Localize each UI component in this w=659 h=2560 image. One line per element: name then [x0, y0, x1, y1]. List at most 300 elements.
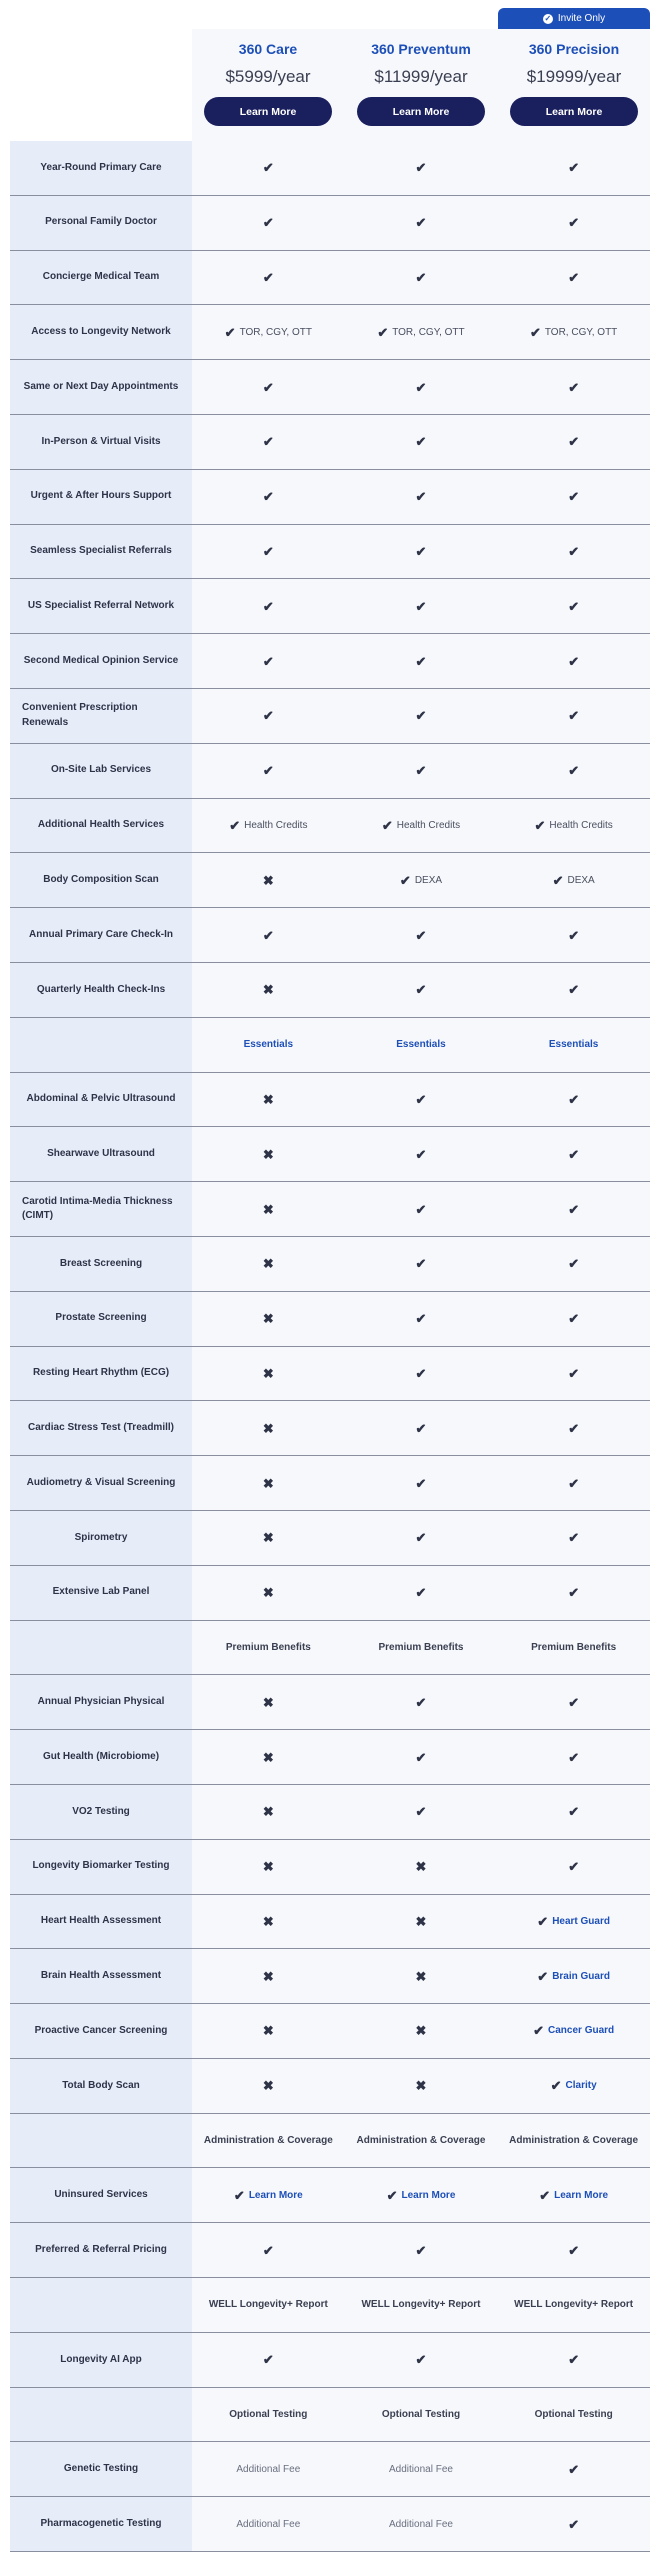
check-icon: ✔ [568, 379, 580, 395]
table-cell [345, 196, 498, 250]
table-cell [192, 1073, 345, 1127]
check-icon: ✔ [415, 598, 427, 614]
table-row [10, 415, 650, 470]
table-row [10, 963, 650, 1018]
table-cell [345, 1018, 498, 1072]
table-row [10, 1401, 650, 1456]
table-cell [345, 1401, 498, 1455]
table-cell [345, 689, 498, 743]
table-row [10, 141, 650, 196]
table-cell[interactable] [345, 2168, 498, 2222]
cross-icon: ✖ [415, 1968, 427, 1984]
table-cell [497, 305, 650, 359]
table-cell [345, 634, 498, 688]
row-cells [192, 853, 650, 907]
row-label: US Specialist Referral Network [10, 579, 192, 633]
table-row [10, 1840, 650, 1895]
table-row [10, 2223, 650, 2278]
cell-link[interactable]: Clarity [565, 2080, 597, 2092]
table-row [10, 1127, 650, 1182]
row-cells [192, 1675, 650, 1729]
table-cell [497, 853, 650, 907]
table-cell [497, 360, 650, 414]
table-cell [345, 1566, 498, 1620]
table-row [10, 744, 650, 799]
row-label: Preferred & Referral Pricing [10, 2223, 192, 2277]
check-icon: ✔ [568, 1256, 580, 1272]
check-icon: ✔ [568, 708, 580, 724]
plan-price: $19999/year [526, 67, 622, 86]
check-icon: ✔ [415, 1256, 427, 1272]
table-cell [497, 141, 650, 195]
row-label: Heart Health Assessment [10, 1895, 192, 1949]
cell-text: TOR, CGY, OTT [392, 326, 465, 338]
table-cell [345, 1456, 498, 1510]
row-label: Seamless Specialist Referrals [10, 525, 192, 579]
plan-price: $5999/year [225, 67, 311, 86]
table-cell [192, 1949, 345, 2003]
table-cell [345, 1621, 498, 1675]
row-cells [192, 963, 650, 1017]
cell-text: Essentials [548, 1039, 599, 1051]
table-row [10, 1785, 650, 1840]
check-icon: ✔ [415, 1694, 427, 1710]
check-icon: ✔ [262, 379, 274, 395]
row-cells [192, 2388, 650, 2442]
row-label: Urgent & After Hours Support [10, 470, 192, 524]
check-icon: ✔ [415, 1749, 427, 1765]
table-cell [192, 2442, 345, 2496]
row-cells [192, 196, 650, 250]
row-label: Year-Round Primary Care [10, 141, 192, 195]
check-icon: ✔ [568, 1420, 580, 1436]
table-cell[interactable] [497, 2168, 650, 2222]
invite-only-badge [498, 8, 650, 29]
check-icon: ✔ [229, 817, 241, 833]
table-cell [497, 1785, 650, 1839]
cross-icon: ✖ [262, 1201, 274, 1217]
table-cell [345, 2059, 498, 2113]
table-cell [497, 2333, 650, 2387]
check-icon: ✔ [415, 379, 427, 395]
cell-text: TOR, CGY, OTT [239, 326, 312, 338]
table-cell [192, 2278, 345, 2332]
check-icon: ✔ [568, 1146, 580, 1162]
row-label [10, 2278, 192, 2332]
table-cell [192, 1730, 345, 1784]
check-circle-icon: ✓ [544, 13, 552, 23]
table-cell [497, 1730, 650, 1784]
table-row [10, 1566, 650, 1621]
table-row [10, 1895, 650, 1950]
row-label [10, 1621, 192, 1675]
table-cell [192, 689, 345, 743]
table-row [10, 2333, 650, 2388]
table-cell [345, 1182, 498, 1236]
row-cells [192, 360, 650, 414]
table-cell [345, 470, 498, 524]
table-cell [345, 2388, 498, 2442]
row-cells [192, 1785, 650, 1839]
row-label: Longevity AI App [10, 2333, 192, 2387]
table-cell [192, 1292, 345, 1346]
table-cell [345, 2004, 498, 2058]
table-cell[interactable] [497, 2059, 650, 2113]
table-cell [192, 196, 345, 250]
plan-name: 360 Care [238, 41, 298, 57]
cross-icon: ✖ [262, 1859, 274, 1875]
plan-360-preventum [345, 29, 497, 141]
check-icon: ✔ [568, 2461, 580, 2477]
cross-icon: ✖ [262, 1256, 274, 1272]
table-row [10, 579, 650, 634]
table-cell [497, 2388, 650, 2442]
check-icon: ✔ [415, 160, 427, 176]
table-cell [192, 2059, 345, 2113]
check-icon: ✔ [262, 269, 274, 285]
table-cell [192, 1895, 345, 1949]
check-icon: ✔ [415, 763, 427, 779]
table-cell [497, 2278, 650, 2332]
table-row [10, 1347, 650, 1402]
cell-text: WELL Longevity+ Report [361, 2299, 481, 2311]
table-cell [192, 525, 345, 579]
table-cell[interactable] [497, 1895, 650, 1949]
row-cells [192, 1456, 650, 1510]
row-label: Quarterly Health Check-Ins [10, 963, 192, 1017]
row-cells [192, 305, 650, 359]
check-icon: ✔ [381, 817, 393, 833]
row-label: Carotid Intima-Media Thickness (CIMT) [10, 1182, 192, 1236]
check-icon: ✔ [262, 489, 274, 505]
cell-text: Optional Testing [229, 2409, 308, 2421]
row-cells [192, 634, 650, 688]
table-cell [497, 744, 650, 798]
plan-360-precision [498, 29, 650, 141]
table-cell [497, 634, 650, 688]
row-cells [192, 1018, 650, 1072]
table-cell [345, 1127, 498, 1181]
check-icon: ✔ [415, 653, 427, 669]
table-cell[interactable] [192, 2168, 345, 2222]
row-cells [192, 1621, 650, 1675]
row-cells [192, 2059, 650, 2113]
row-cells [192, 1895, 650, 1949]
check-icon: ✔ [568, 1311, 580, 1327]
cell-link[interactable]: Heart Guard [552, 1915, 610, 1927]
row-label: Pharmacogenetic Testing [10, 2497, 192, 2551]
row-label: Concierge Medical Team [10, 251, 192, 305]
table-cell [497, 196, 650, 250]
table-cell[interactable] [497, 2004, 650, 2058]
cell-text: Premium Benefits [378, 1641, 464, 1653]
table-row [10, 799, 650, 854]
table-cell [192, 251, 345, 305]
table-cell [497, 1511, 650, 1565]
comparison-table [10, 141, 650, 2552]
table-cell [192, 1127, 345, 1181]
table-cell [345, 1237, 498, 1291]
table-row [10, 1949, 650, 2004]
check-icon: ✔ [262, 543, 274, 559]
table-cell [192, 470, 345, 524]
check-icon: ✔ [262, 160, 274, 176]
table-cell [497, 1840, 650, 1894]
check-icon: ✔ [568, 927, 580, 943]
check-icon: ✔ [568, 2352, 580, 2368]
check-icon: ✔ [568, 2242, 580, 2258]
table-row [10, 2388, 650, 2443]
table-cell [192, 1785, 345, 1839]
cell-link[interactable]: Cancer Guard [548, 2025, 615, 2037]
table-cell [192, 579, 345, 633]
row-cells [192, 141, 650, 195]
learn-more-button[interactable]: Learn More [510, 97, 638, 126]
check-icon: ✔ [568, 434, 580, 450]
table-cell [497, 1401, 650, 1455]
check-icon: ✔ [568, 489, 580, 505]
cell-text: Premium Benefits [531, 1641, 617, 1653]
table-cell [345, 2114, 498, 2168]
row-cells [192, 2114, 650, 2168]
table-cell [345, 1292, 498, 1346]
cell-text: DEXA [414, 874, 443, 886]
table-cell [192, 799, 345, 853]
table-cell [345, 2442, 498, 2496]
cross-icon: ✖ [415, 1913, 427, 1929]
check-icon: ✔ [568, 1749, 580, 1765]
cell-link[interactable]: Learn More [248, 2189, 303, 2201]
row-cells [192, 1073, 650, 1127]
cross-icon: ✖ [262, 1475, 274, 1491]
check-icon: ✔ [568, 1365, 580, 1381]
table-row [10, 305, 650, 360]
table-cell [345, 2497, 498, 2551]
cell-text: Optional Testing [534, 2409, 613, 2421]
row-cells [192, 744, 650, 798]
table-row [10, 525, 650, 580]
cell-text: Administration & Coverage [356, 2135, 486, 2147]
row-label: Proactive Cancer Screening [10, 2004, 192, 2058]
table-row [10, 2497, 650, 2552]
table-cell [497, 415, 650, 469]
check-icon: ✔ [415, 927, 427, 943]
cross-icon: ✖ [262, 1968, 274, 1984]
cross-icon: ✖ [262, 2078, 274, 2094]
row-label [10, 2388, 192, 2442]
table-cell [192, 908, 345, 962]
check-icon: ✔ [415, 1091, 427, 1107]
table-cell [497, 799, 650, 853]
table-cell [497, 2497, 650, 2551]
table-cell [497, 1182, 650, 1236]
check-icon: ✔ [233, 2187, 245, 2203]
check-icon: ✔ [415, 1201, 427, 1217]
check-icon: ✔ [568, 1859, 580, 1875]
plan-price: $11999/year [374, 67, 468, 86]
cross-icon: ✖ [415, 2078, 427, 2094]
table-cell [345, 2278, 498, 2332]
table-cell[interactable] [497, 1949, 650, 2003]
table-cell [345, 799, 498, 853]
row-label [10, 1018, 192, 1072]
table-cell [345, 360, 498, 414]
check-icon: ✔ [568, 543, 580, 559]
cell-text: WELL Longevity+ Report [208, 2299, 328, 2311]
row-cells [192, 2278, 650, 2332]
check-icon: ✔ [262, 708, 274, 724]
row-label: Total Body Scan [10, 2059, 192, 2113]
check-icon: ✔ [552, 872, 564, 888]
row-label: On-Site Lab Services [10, 744, 192, 798]
row-cells [192, 251, 650, 305]
row-cells [192, 2223, 650, 2277]
row-label: Resting Heart Rhythm (ECG) [10, 1347, 192, 1401]
cell-text: Health Credits [244, 819, 308, 831]
row-label: Brain Health Assessment [10, 1949, 192, 2003]
row-label: Annual Physician Physical [10, 1675, 192, 1729]
table-cell [192, 2114, 345, 2168]
cell-text: Optional Testing [381, 2409, 461, 2421]
row-cells [192, 415, 650, 469]
check-icon: ✔ [262, 598, 274, 614]
table-row [10, 1511, 650, 1566]
table-cell [345, 1073, 498, 1127]
table-cell [192, 415, 345, 469]
plans-header [0, 0, 659, 141]
table-cell [497, 2114, 650, 2168]
table-row [10, 1730, 650, 1785]
table-cell [497, 689, 650, 743]
cross-icon: ✖ [415, 1859, 427, 1875]
check-icon: ✔ [262, 653, 274, 669]
row-label: Gut Health (Microbiome) [10, 1730, 192, 1784]
table-cell [192, 1675, 345, 1729]
table-cell [345, 1840, 498, 1894]
table-cell [345, 579, 498, 633]
row-cells [192, 2497, 650, 2551]
row-cells [192, 2004, 650, 2058]
row-cells [192, 1182, 650, 1236]
table-cell [192, 2388, 345, 2442]
table-cell [192, 1456, 345, 1510]
check-icon: ✔ [568, 1091, 580, 1107]
cell-text: Administration & Coverage [203, 2135, 333, 2147]
plan-name: 360 Precision [528, 41, 620, 57]
check-icon: ✔ [568, 2516, 580, 2532]
check-icon: ✔ [539, 2187, 551, 2203]
badge-label: Invite Only [557, 13, 606, 24]
table-cell [497, 1621, 650, 1675]
check-icon: ✔ [262, 215, 274, 231]
table-row [10, 1182, 650, 1237]
check-icon: ✔ [262, 2352, 274, 2368]
cell-text: TOR, CGY, OTT [544, 326, 618, 338]
table-cell [192, 141, 345, 195]
table-cell [497, 1347, 650, 1401]
table-cell [345, 1511, 498, 1565]
table-cell [192, 744, 345, 798]
row-label: Additional Health Services [10, 799, 192, 853]
table-cell [497, 1566, 650, 1620]
row-cells [192, 1292, 650, 1346]
check-icon: ✔ [415, 1530, 427, 1546]
row-label: Prostate Screening [10, 1292, 192, 1346]
row-cells [192, 1730, 650, 1784]
row-cells [192, 1237, 650, 1291]
cell-text: Additional Fee [389, 2463, 453, 2475]
cell-text: DEXA [567, 874, 595, 886]
check-icon: ✔ [399, 872, 411, 888]
table-cell [192, 1237, 345, 1291]
table-cell [192, 305, 345, 359]
row-label: Genetic Testing [10, 2442, 192, 2496]
cell-link[interactable]: Brain Guard [552, 1970, 610, 1982]
check-icon: ✔ [534, 817, 546, 833]
check-icon: ✔ [568, 1585, 580, 1601]
row-label: Breast Screening [10, 1237, 192, 1291]
cross-icon: ✖ [262, 2023, 274, 2039]
row-cells [192, 1511, 650, 1565]
row-label: Same or Next Day Appointments [10, 360, 192, 414]
row-cells [192, 1566, 650, 1620]
row-cells [192, 1840, 650, 1894]
cross-icon: ✖ [262, 1091, 274, 1107]
check-icon: ✔ [568, 160, 580, 176]
check-icon: ✔ [550, 2078, 562, 2094]
table-cell [192, 634, 345, 688]
table-row [10, 908, 650, 963]
table-cell [345, 2223, 498, 2277]
row-label: Longevity Biomarker Testing [10, 1840, 192, 1894]
table-cell [345, 141, 498, 195]
cell-link[interactable]: Learn More [554, 2189, 609, 2201]
table-cell [345, 1785, 498, 1839]
table-row [10, 2059, 650, 2114]
table-cell [345, 1949, 498, 2003]
check-icon: ✔ [568, 1201, 580, 1217]
check-icon: ✔ [568, 982, 580, 998]
check-icon: ✔ [415, 434, 427, 450]
check-icon: ✔ [415, 269, 427, 285]
cross-icon: ✖ [262, 1913, 274, 1929]
row-cells [192, 689, 650, 743]
row-cells [192, 799, 650, 853]
learn-more-button[interactable]: Learn More [357, 97, 485, 126]
check-icon: ✔ [415, 1311, 427, 1327]
check-icon: ✔ [568, 269, 580, 285]
check-icon: ✔ [415, 1146, 427, 1162]
table-cell [497, 251, 650, 305]
row-cells [192, 1127, 650, 1181]
check-icon: ✔ [415, 1420, 427, 1436]
cell-text: WELL Longevity+ Report [514, 2299, 634, 2311]
row-label: Convenient Prescription Renewals [10, 689, 192, 743]
table-cell [192, 2333, 345, 2387]
check-icon: ✔ [568, 1530, 580, 1546]
row-label: Annual Primary Care Check-In [10, 908, 192, 962]
table-row [10, 196, 650, 251]
row-label: Body Composition Scan [10, 853, 192, 907]
cell-link[interactable]: Learn More [401, 2189, 456, 2201]
table-row [10, 1237, 650, 1292]
cross-icon: ✖ [262, 1146, 274, 1162]
row-label: Access to Longevity Network [10, 305, 192, 359]
row-cells [192, 1401, 650, 1455]
table-cell [345, 853, 498, 907]
table-row [10, 251, 650, 306]
learn-more-button[interactable]: Learn More [204, 97, 332, 126]
